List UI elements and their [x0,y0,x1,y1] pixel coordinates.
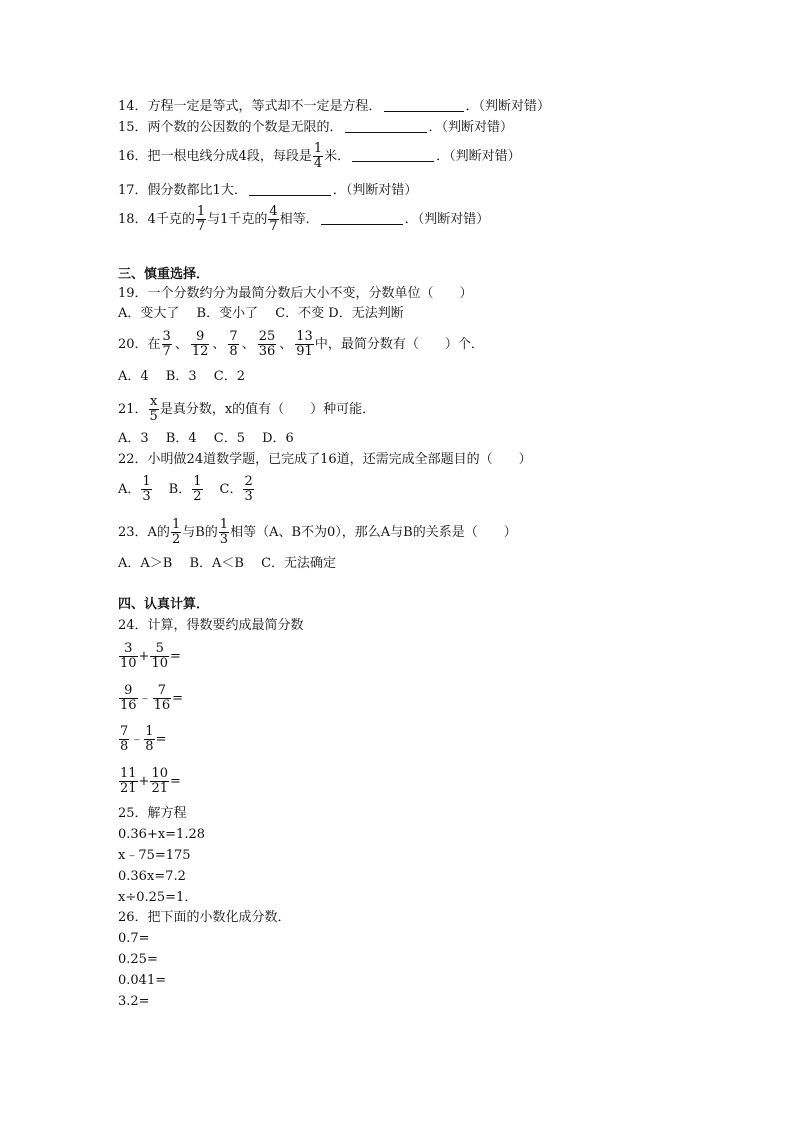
denominator: 2 [193,489,202,504]
equation-4: x÷0.25=1． [118,890,198,905]
judge-hint: ．（判断对错） [436,149,521,164]
fraction [150,642,169,671]
fraction [192,475,202,504]
numerator: 7 [120,724,129,739]
answer-blank[interactable] [352,147,434,162]
equation-1: 0.36+x=1.28 [118,827,206,842]
denominator: 3 [244,489,253,504]
question-16 [118,142,521,171]
fraction [144,725,154,754]
numerator: 7 [229,329,238,344]
section-heading-4: 四、认真计算． [118,597,210,612]
numerator: 4 [269,204,278,219]
fraction [171,518,181,547]
denominator: 21 [151,781,168,796]
fraction [119,684,138,713]
question-15-text: 15．两个数的公因数的个数是无限的． [118,120,343,135]
numerator: 5 [150,642,169,657]
question-16-post: 米． [324,149,351,164]
denominator: 3 [219,532,229,547]
equals-sign: = [155,732,167,747]
question-17-text: 17．假分数都比1大． [118,183,247,198]
question-20-pre: 20．在 [118,337,161,352]
question-19-options: A．变大了 B．变小了 C．不变 D．无法判断 [118,306,404,321]
fraction [141,475,151,504]
fraction [119,767,138,796]
denominator: 12 [191,344,209,359]
separator: 、 [212,337,226,352]
section-heading-3: 三、慎重选择． [118,267,210,282]
fraction [119,642,138,671]
answer-blank[interactable] [249,181,331,196]
numerator: 1 [193,474,202,489]
decimal-item-3: 0.041= [118,973,167,988]
question-20-post: 中，最简分数有（ ）个． [314,337,484,352]
expression-3 [118,725,166,754]
decimal-item-1: 0.7= [118,931,150,946]
denominator: 4 [313,156,323,171]
denominator: 8 [229,344,238,359]
denominator: 16 [120,698,137,713]
fraction [162,330,172,359]
numerator: 1 [171,517,181,532]
numerator: 1 [145,724,154,739]
numerator: 9 [191,330,210,345]
separator: 、 [241,337,255,352]
option-a-label: A． [118,482,141,497]
numerator: 10 [151,766,168,781]
question-23-post: 相等（A、B不为0），那么A与B的关系是（ ） [230,525,517,540]
fraction [268,205,278,234]
equals-sign: = [172,691,184,706]
question-20 [118,330,484,359]
option-c-label: C． [219,482,243,497]
numerator: 1 [219,517,229,532]
question-23 [118,518,517,547]
answer-blank[interactable] [345,118,427,133]
question-21-pre: 21． [118,402,148,417]
question-18-post: 相等． [279,212,319,227]
equation-2: x﹣75=175 [118,848,191,863]
question-23-mid: 与B的 [182,525,218,540]
numerator: 11 [120,766,137,781]
judge-hint: ．（判断对错） [332,183,418,198]
judge-hint: ．（判断对错） [465,99,551,114]
equation-3: 0.36x=7.2 [118,869,186,884]
fraction [149,395,159,424]
question-21 [118,395,375,424]
question-18 [118,205,489,234]
operator: ﹣ [138,691,152,706]
question-22: 22．小明做24道数学题，已完成了16道，还需完成全部题目的（ ） [118,452,532,467]
question-21-post: 是真分数，x的值有（ ）种可能． [159,402,376,417]
answer-blank[interactable] [321,210,403,225]
denominator: 10 [120,656,137,671]
operator: + [138,774,150,789]
expression-1 [118,642,181,671]
question-14-text: 14．方程一定是等式，等式却不一定是方程． [118,99,382,114]
numerator: 3 [119,642,138,657]
question-23-pre: 23．A的 [118,525,170,540]
denominator: 5 [149,409,158,424]
separator: 、 [279,337,293,352]
operator: + [138,649,150,664]
fraction [153,684,172,713]
denominator: 7 [162,344,171,359]
denominator: 2 [171,532,181,547]
judge-hint: ．（判断对错） [404,212,490,227]
fraction [191,330,210,359]
separator: 、 [174,337,188,352]
fraction [196,205,206,234]
numerator: x [150,394,158,409]
fraction [313,142,323,171]
fraction [228,330,238,359]
question-26: 26．把下面的小数化成分数． [118,910,291,925]
numerator: 1 [196,204,206,219]
fraction [258,330,277,359]
decimal-item-2: 0.25= [118,952,158,967]
denominator: 8 [145,739,154,754]
equals-sign: = [170,774,181,789]
option-b-label: B． [168,482,192,497]
question-25: 25．解方程 [118,806,187,821]
denominator: 8 [120,739,129,754]
decimal-item-4: 3.2= [118,994,150,1009]
fraction [219,518,229,547]
question-23-options: A．A＞B B．A＜B C．无法确定 [118,556,337,571]
judge-hint: ．（判断对错） [428,120,514,135]
answer-blank[interactable] [384,97,464,112]
denominator: 21 [120,781,137,796]
numerator: 3 [162,329,171,344]
equals-sign: = [170,649,181,664]
fraction [150,767,169,796]
numerator: 7 [153,684,172,699]
denominator: 91 [296,344,313,359]
expression-2 [118,684,183,713]
numerator: 9 [119,684,138,699]
numerator: 1 [142,474,151,489]
numerator: 1 [313,141,323,156]
expression-4 [118,767,181,796]
question-18-mid: 与1千克的 [207,212,268,227]
denominator: 7 [269,219,278,234]
numerator: 13 [296,329,313,344]
denominator: 7 [196,219,206,234]
question-19: 19．一个分数约分为最简分数后大小不变，分数单位（ ） [118,286,473,301]
question-16-pre: 16．把一根电线分成4段，每段是 [118,149,312,164]
denominator: 3 [142,489,151,504]
question-17 [118,181,417,200]
denominator: 36 [258,344,276,359]
numerator: 2 [244,474,253,489]
denominator: 16 [153,698,171,713]
fraction [119,725,129,754]
operator: ﹣ [130,732,144,747]
numerator: 25 [258,329,276,344]
question-14 [118,97,550,116]
question-15 [118,118,513,137]
question-22-options [118,475,255,504]
question-24: 24．计算，得数要约成最简分数 [118,618,304,633]
question-18-pre: 18．4千克的 [118,212,195,227]
denominator: 10 [151,656,168,671]
question-20-options: A．4 B．3 C．2 [118,369,245,384]
question-21-options: A．3 B．4 C．5 D．6 [118,431,294,446]
fraction [243,475,253,504]
fraction [295,330,314,359]
